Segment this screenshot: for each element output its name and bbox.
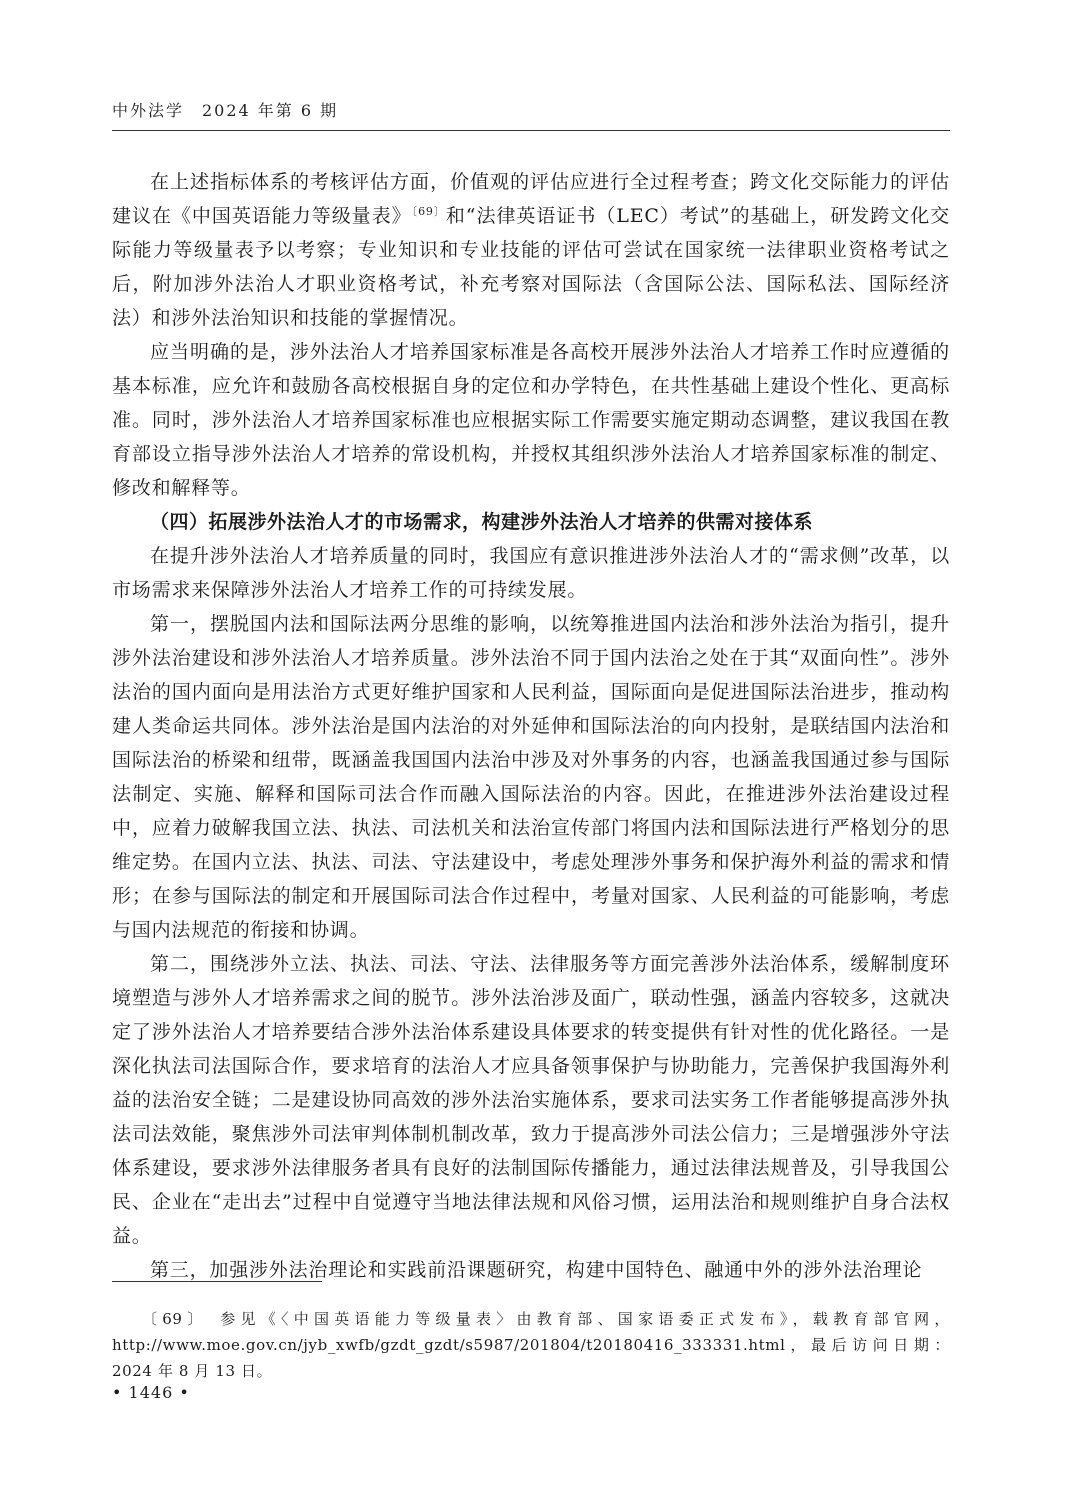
paragraph-1-part-a: 在上述指标体系的考核评估方面，价值观的评估应进行全过程考查；跨文化交际能力的评估建议在《中国英语能力等级量表》: [112, 171, 950, 227]
section-heading: （四）拓展涉外法治人才的市场需求，构建涉外法治人才培养的供需对接体系: [150, 511, 814, 533]
paragraph-2: 应当明确的是，涉外法治人才培养国家标准是各高校开展涉外法治人才培养工作时应遵循的基本标准，应允许和鼓励各高校根据自身的定位和办学特色，在共性基础上建设个性化、更高标准。同时，涉外法治人才培养国家标准也应根据实际工作需要实施定期动态调整，建议我国在教育部设立指导涉外法治人才培养的常设机构，并授权其组织涉外法治人才培养国家标准的制定、修改和解释等。: [112, 341, 950, 499]
paragraph-1: [112, 165, 950, 335]
footnote-ref-69[interactable]: 〔69〕: [411, 205, 446, 218]
paragraph-4: 第一，摆脱国内法和国际法两分思维的影响，以统筹推进国内法治和涉外法治为指引，提升涉外法治建设和涉外法治人才培养质量。涉外法治不同于国内法治之处在于其“双面向性”。涉外法治的国内面向是用法治方式更好维护国家和人民利益，国际面向是促进国际法治进步，推动构建人类命运共同体。涉外法治是国内法治的对外延伸和国际法治的向内投射，是联结国内法治和国际法治的桥梁和纽带，既涵盖我国国内法治中涉及对外事务的内容，也涵盖我国通过参与国际法制定、实施、解释和国际司法合作而融入国际法治的内容。因此，在推进涉外法治建设过程中，应着力破解我国立法、执法、司法机关和法治宣传部门将国内法和国际法进行严格划分的思维定势。在国内立法、执法、司法、守法建设中，考虑处理涉外事务和保护海外利益的需求和情形；在参与国际法的制定和开展国际司法合作过程中，考量对国家、人民利益的可能影响，考虑与国内法规范的衔接和协调。: [112, 613, 950, 941]
header-rule: [112, 130, 950, 131]
paragraph-5: 第二，围绕涉外立法、执法、司法、守法、法律服务等方面完善涉外法治体系，缓解制度环境塑造与涉外人才培养需求之间的脱节。涉外法治涉及面广，联动性强，涵盖内容较多，这就决定了涉外法治人才培养要结合涉外法治体系建设具体要求的转变提供有针对性的优化路径。一是深化执法司法国际合作，要求培育的法治人才应具备领事保护与协助能力，完善保护我国海外利益的法治安全链；二是建设协同高效的涉外法治实施体系，要求司法实务工作者能够提高涉外执法司法效能，聚焦涉外司法审判体制机制改革，致力于提高涉外司法公信力；三是增强涉外守法体系建设，要求涉外法律服务者具有良好的法制国际传播能力，通过法律法规普及，引导我国公民、企业在“走出去”过程中自觉遵守当地法律法规和风俗习惯，运用法治和规则维护自身合法权益。: [112, 953, 950, 1247]
page-number: • 1446 •: [112, 1383, 190, 1402]
footnote-69: 〔69〕 参见《〈中国英语能力等级量表〉由教育部、国家语委正式发布》，载教育部官网，http://www.moe.gov.cn/jyb_xwfb/gzdt_gzdt/s5987/201804/t20180416_333331.html，最后访问日期：2024 年 8 月 13 日。: [112, 1310, 950, 1380]
footnote-rule: [112, 1281, 322, 1282]
running-header: 中外法学 2024 年第 6 期: [112, 101, 339, 120]
paragraph-6: 第三，加强涉外法治理论和实践前沿课题研究，构建中国特色、融通中外的涉外法治理论: [150, 1259, 923, 1281]
paragraph-3: 在提升涉外法治人才培养质量的同时，我国应有意识推进涉外法治人才的“需求侧”改革，以市场需求来保障涉外法治人才培养工作的可持续发展。: [112, 545, 950, 601]
main-text: [112, 165, 950, 1287]
paragraph-1-part-b: 和“法律英语证书（LEC）考试”的基础上，研发跨文化交际能力等级量表予以考察；专业知识和专业技能的评估可尝试在国家统一法律职业资格考试之后，附加涉外法治人才职业资格考试，补充考察对国际法（含国际公法、国际私法、国际经济法）和涉外法治知识和技能的掌握情况。: [112, 205, 950, 329]
